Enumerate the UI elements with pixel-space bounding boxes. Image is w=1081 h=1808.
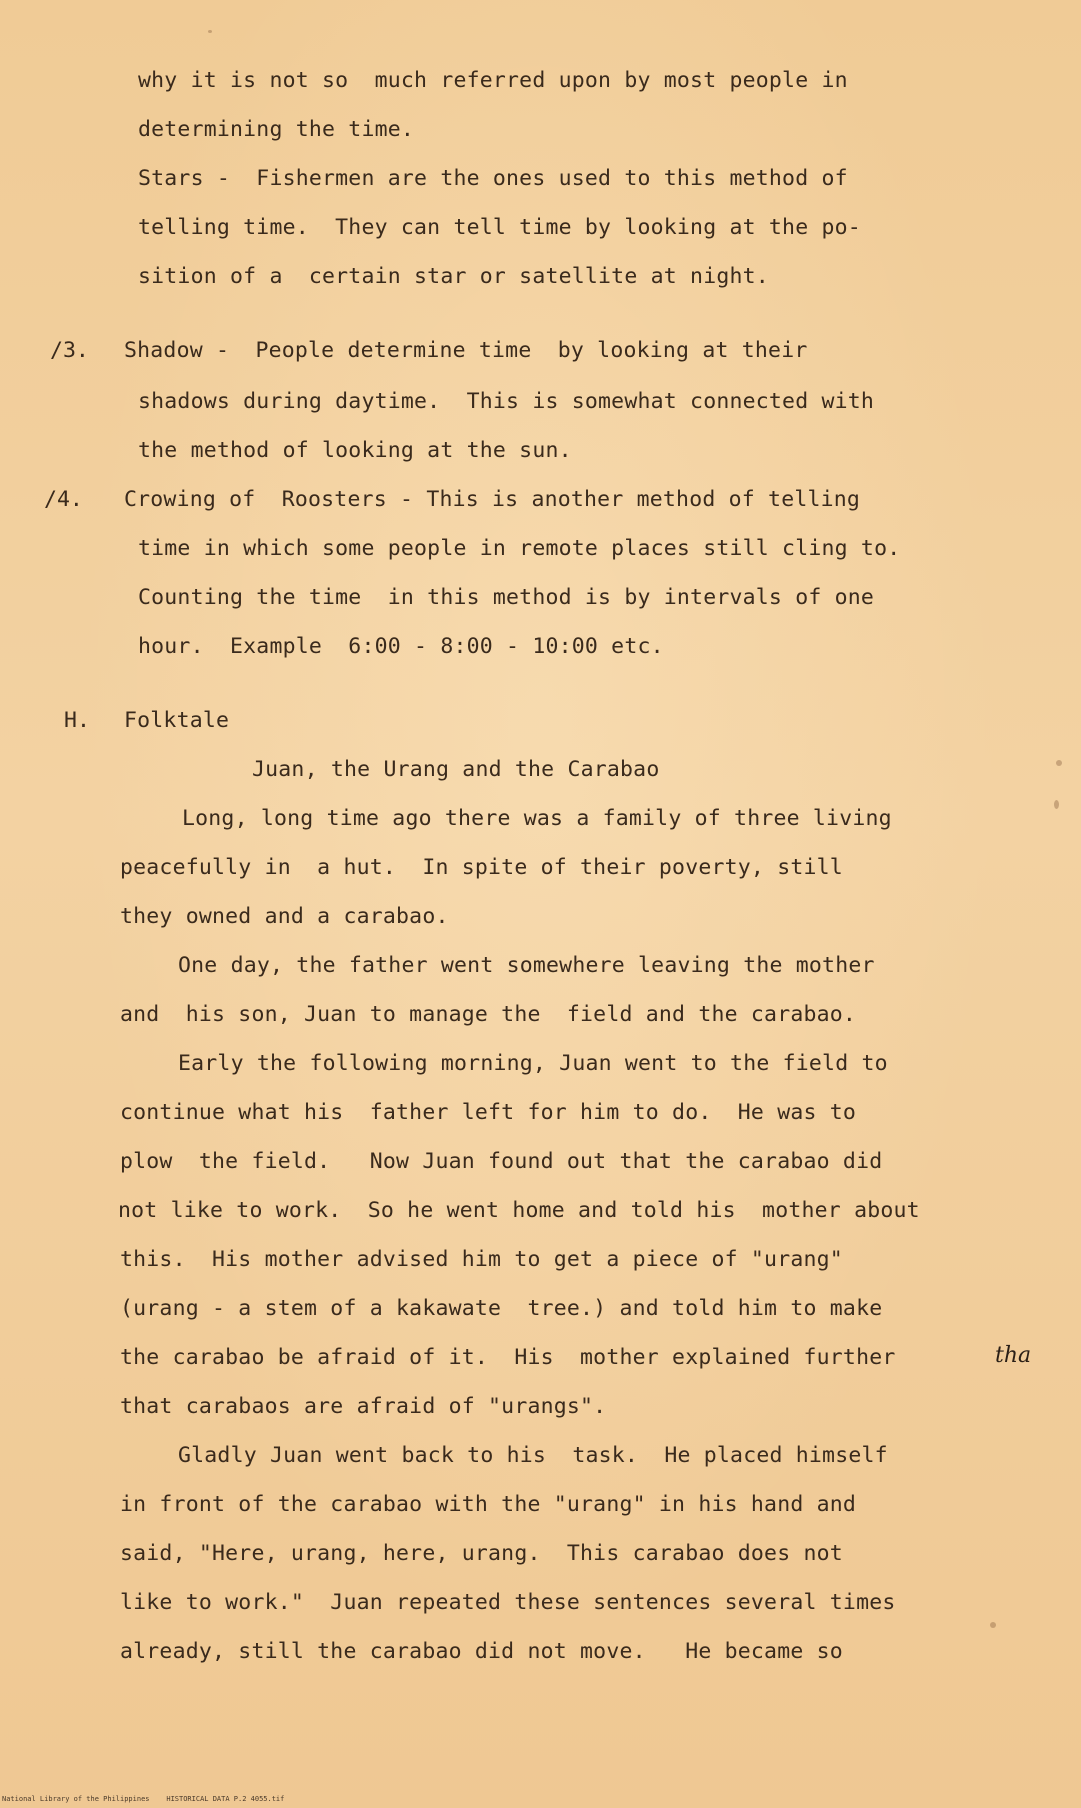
text-line: (urang - a stem of a kakawate tree.) and told him to make xyxy=(120,1296,883,1321)
text-line: hour. Example 6:00 - 8:00 - 10:00 etc. xyxy=(138,634,664,659)
text-line: in front of the carabao with the "urang" in his hand and xyxy=(120,1492,857,1517)
text-line: telling time. They can tell time by looking at the po- xyxy=(138,215,861,240)
text-line: why it is not so much referred upon by most people in xyxy=(138,68,848,93)
text-line: Long, long time ago there was a family of three living xyxy=(182,806,892,831)
text-line: One day, the father went somewhere leaving the mother xyxy=(178,953,875,978)
text-line: shadows during daytime. This is somewhat connected with xyxy=(138,389,875,414)
text-line: Early the following morning, Juan went to the field to xyxy=(178,1051,888,1076)
text-line: Shadow - People determine time by looking at their xyxy=(124,338,808,363)
text-line: this. His mother advised him to get a piece of "urang" xyxy=(120,1247,843,1272)
section-marker-h: H. xyxy=(64,708,90,733)
paper-speck xyxy=(1054,800,1059,809)
text-line: peacefully in a hut. In spite of their poverty, still xyxy=(120,855,843,880)
text-line: the carabao be afraid of it. His mother explained further xyxy=(120,1345,896,1370)
text-line: Counting the time in this method is by intervals of one xyxy=(138,585,875,610)
text-line: determining the time. xyxy=(138,117,415,142)
text-line: they owned and a carabao. xyxy=(120,904,449,929)
text-line: Gladly Juan went back to his task. He placed himself xyxy=(178,1443,888,1468)
text-line: Crowing of Roosters - This is another method of telling xyxy=(124,487,861,512)
text-line: and his son, Juan to manage the field and the carabao. xyxy=(120,1002,857,1027)
paper-speck xyxy=(208,30,212,33)
text-line: that carabaos are afraid of "urangs". xyxy=(120,1394,607,1419)
text-line: plow the field. Now Juan found out that the carabao did xyxy=(120,1149,883,1174)
text-line: like to work." Juan repeated these sentences several times xyxy=(120,1590,896,1615)
paper-speck xyxy=(1056,760,1062,766)
story-title: Juan, the Urang and the Carabao xyxy=(252,757,660,782)
text-line: continue what his father left for him to do. He was to xyxy=(120,1100,857,1125)
section-heading: Folktale xyxy=(124,708,230,733)
scan-footer: National Library of the Philippines HISTORICAL DATA P.2 4055.tif xyxy=(2,1795,285,1803)
text-line: Stars - Fishermen are the ones used to this method of xyxy=(138,166,848,191)
text-line: not like to work. So he went home and told his mother about xyxy=(118,1198,920,1223)
text-line: time in which some people in remote places still cling to. xyxy=(138,536,901,561)
text-line: the method of looking at the sun. xyxy=(138,438,572,463)
list-marker-3: /3. xyxy=(50,338,89,363)
list-marker-4: /4. xyxy=(44,487,83,512)
paper-speck xyxy=(990,1622,996,1628)
text-line: sition of a certain star or satellite at night. xyxy=(138,264,769,289)
handwritten-margin-note: tha xyxy=(995,1343,1032,1368)
text-line: already, still the carabao did not move. He became so xyxy=(120,1639,843,1664)
text-line: said, "Here, urang, here, urang. This carabao does not xyxy=(120,1541,843,1566)
